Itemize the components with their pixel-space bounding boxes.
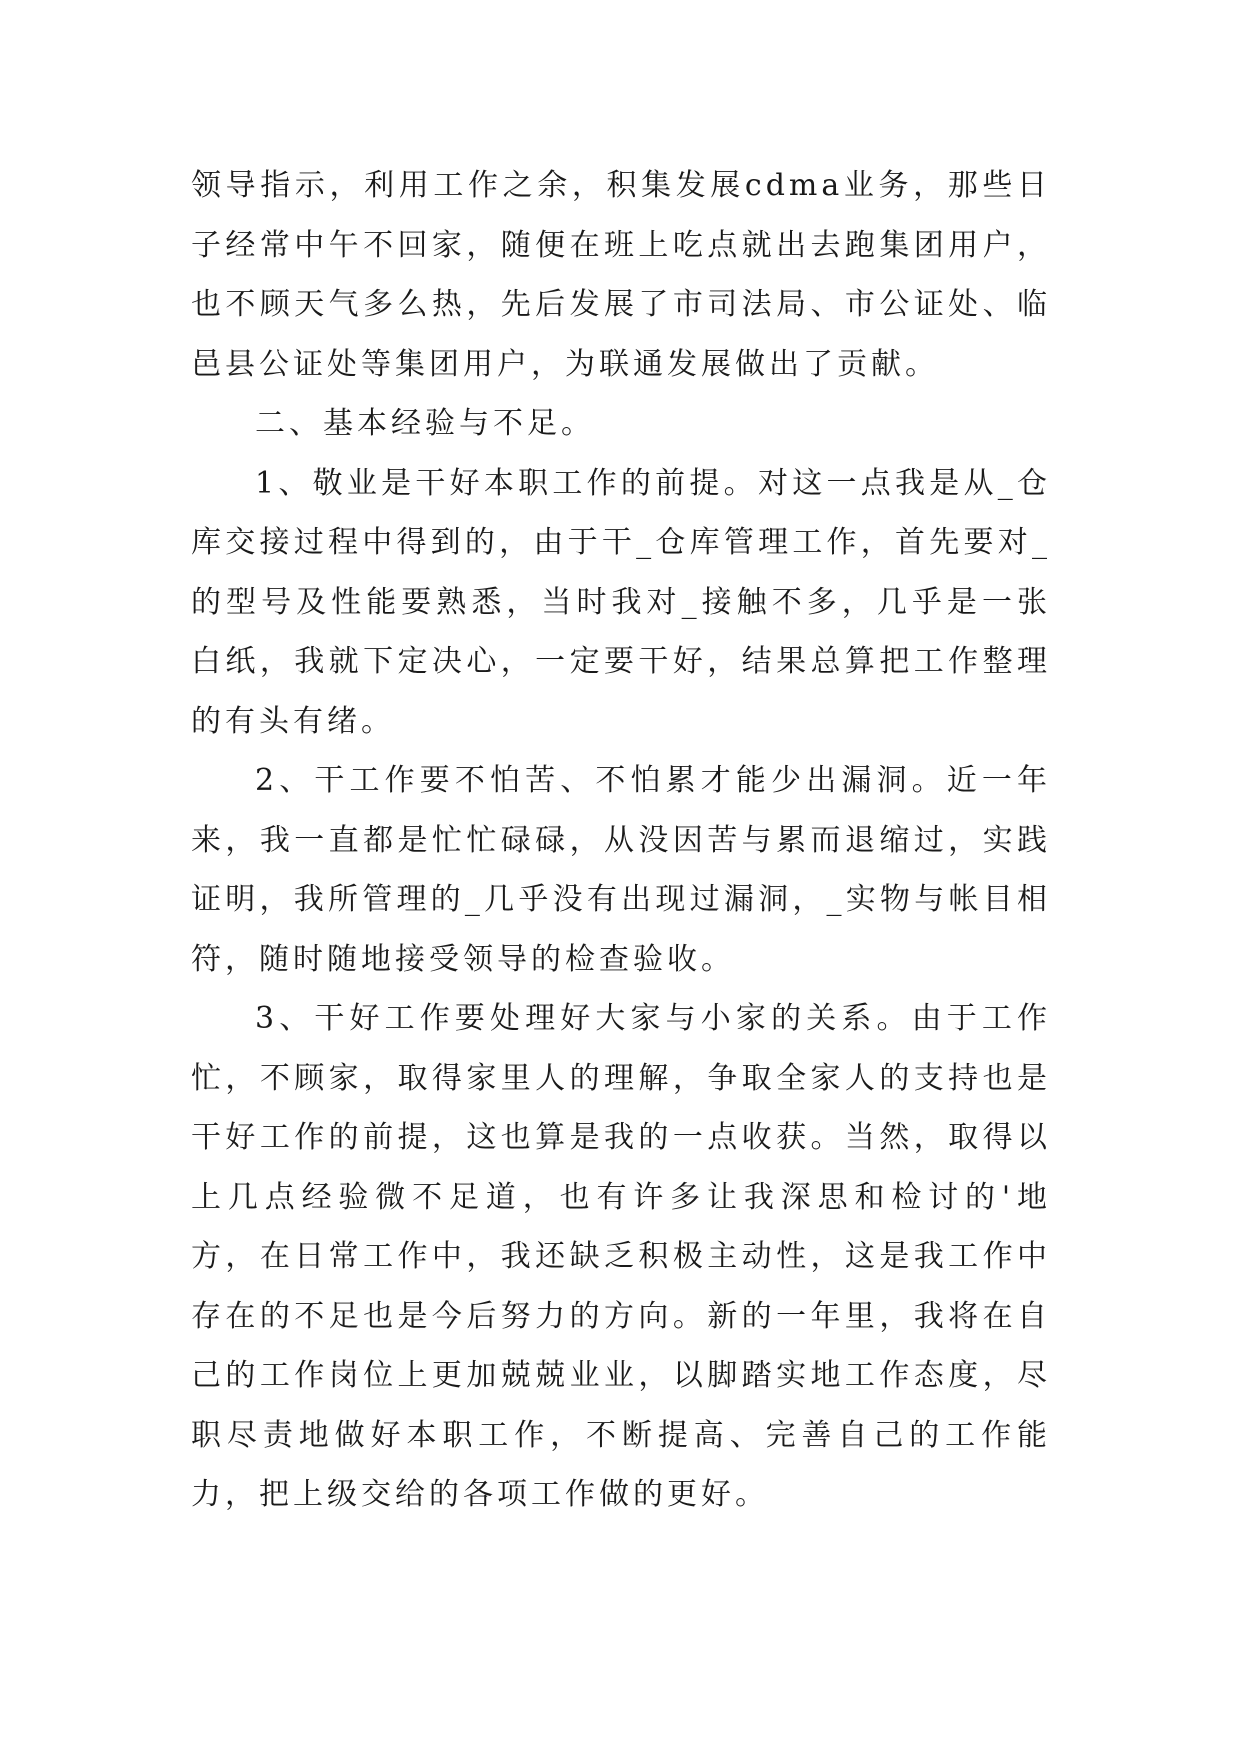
paragraph-point-1: 1、敬业是干好本职工作的前提。对这一点我是从_仓库交接过程中得到的，由于干_仓库管理工作，首先要对_的型号及性能要熟悉，当时我对_接触不多，几乎是一张白纸，我就下定决心，一定要干好，结果总算把工作整理的有头有绪。	[191, 465, 1051, 739]
section-heading: 二、基本经验与不足。	[255, 406, 595, 441]
document-body	[191, 156, 1051, 1525]
paragraph-point-3: 3、干好工作要处理好大家与小家的关系。由于工作忙，不顾家，取得家里人的理解，争取全家人的支持也是干好工作的前提，这也算是我的一点收获。当然，取得以上几点经验微不足道，也有许多让我深思和检讨的'地方，在日常工作中，我还缺乏积极主动性，这是我工作中存在的不足也是今后努力的方向。新的一年里，我将在自己的工作岗位上更加兢兢业业，以脚踏实地工作态度，尽职尽责地做好本职工作，不断提高、完善自己的工作能力，把上级交给的各项工作做的更好。	[191, 1001, 1051, 1512]
paragraph-continuation: 领导指示，利用工作之余，积集发展cdma业务，那些日子经常中午不回家，随便在班上吃点就出去跑集团用户，也不顾天气多么热，先后发展了市司法局、市公证处、临邑县公证处等集团用户，为联通发展做出了贡献。	[191, 168, 1051, 382]
paragraph-point-2: 2、干工作要不怕苦、不怕累才能少出漏洞。近一年来，我一直都是忙忙碌碌，从没因苦与累而退缩过，实践证明，我所管理的_几乎没有出现过漏洞，_实物与帐目相符，随时随地接受领导的检查验收。	[191, 763, 1051, 977]
